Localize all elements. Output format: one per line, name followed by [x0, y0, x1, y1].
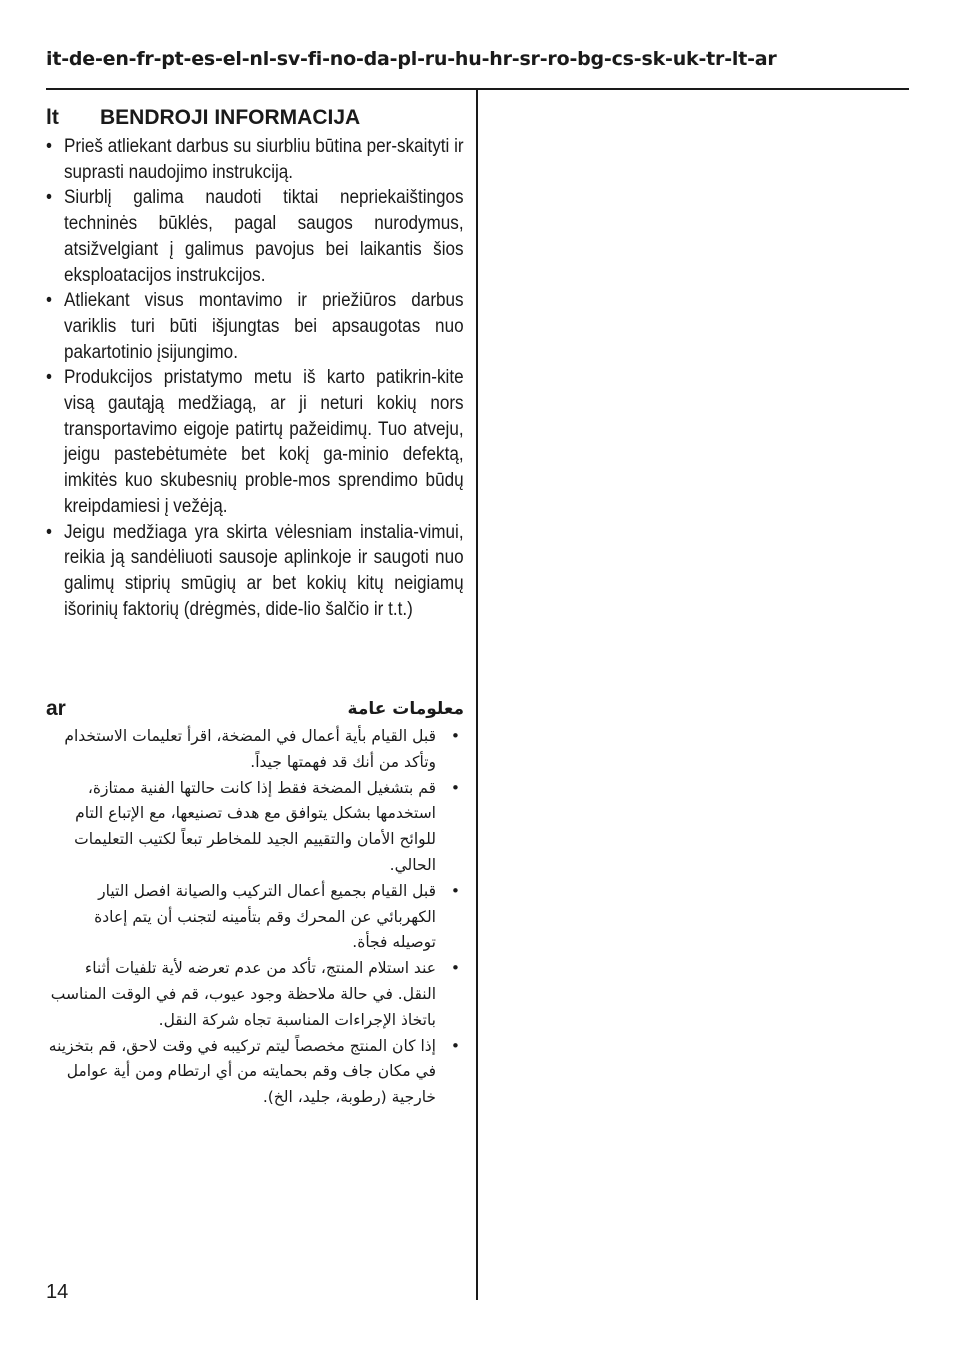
- language-list-header: it-de-en-fr-pt-es-el-nl-sv-fi-no-da-pl-ru-hu-hr-sr-ro-bg-cs-sk-uk-tr-lt-ar: [46, 48, 777, 70]
- list-item: • Prieš atliekant darbus su siurbliu būtina per-skaityti ir suprasti naudojimo instrukciją.: [46, 134, 464, 185]
- lithuanian-heading: [46, 104, 464, 132]
- lithuanian-section: [46, 104, 464, 622]
- list-item: • Produkcijos pristatymo metu iš karto patikrin-kite visą gautąją medžiagą, ar ji neturi kokių nors transportavimo eigoje patirtų pažeidimų. Tuo atveju, jeigu pastebėtumėte bet kokį ga-minio defektą, imkitės kuo skubesnių proble-mos sprendimo būdų kreipdamiesi į vežėją.: [46, 365, 464, 519]
- list-item: • عند استلام المنتج، تأكد من عدم تعرضه لأية تلفيات أثناء النقل. في حالة ملاحظة وجود عيوب، قم في الوقت المناسب باتخاذ الإجراءات المناسبة تجاه شركة النقل.: [46, 956, 464, 1033]
- arabic-instruction-list: [46, 724, 464, 1111]
- arabic-section: [46, 696, 464, 1111]
- list-item: • Siurblį galima naudoti tiktai nepriekaištingos techninės būklės, pagal saugos nurodymus, atsižvelgiant į galimus pavojus bei laikantis šios eksploatacijos instrukcijos.: [46, 185, 464, 288]
- language-code-ar: ar: [46, 697, 66, 720]
- arabic-title: معلومات عامة: [347, 699, 464, 719]
- list-item: • Jeigu medžiaga yra skirta vėlesniam instalia-vimui, reikia ją sandėliuoti sausoje aplinkoje ir saugoti nuo galimų stiprių smūgių ar bet kokių kitų neigiamų išorinių faktorių (drėgmės, dide-lio šalčio ir t.t.): [46, 520, 464, 623]
- list-item: • Atliekant visus montavimo ir priežiūros darbus variklis turi būti išjungtas bei apsaugotas nuo pakartotinio įsijungimo.: [46, 288, 464, 365]
- lithuanian-title: BENDROJI INFORMACIJA: [100, 106, 361, 129]
- list-item: • إذا كان المنتج مخصصاً ليتم تركيبه في وقت لاحق، قم بتخزينه في مكان جاف وقم بحمايته من أي ارتطام ومن أية عوامل خارجية (رطوبة، جليد، الخ).: [46, 1034, 464, 1111]
- list-item: • قم بتشغيل المضخة فقط إذا كانت حالتها الفنية ممتازة، استخدمها بشكل يتوافق مع هدف تصنيعها، مع الإتباع التام للوائح الأمان والتقييم الجيد للمخاطر تبعاً لكتيب التعليمات الحالي.: [46, 776, 464, 879]
- column-divider: [476, 90, 478, 1300]
- page-number: 14: [46, 1281, 69, 1303]
- language-code-lt: lt: [46, 106, 59, 129]
- lithuanian-instruction-list: [46, 134, 464, 622]
- list-item: • قبل القيام بجميع أعمال التركيب والصيانة افصل التيار الكهربائي عن المحرك وقم بتأمينه لتجنب أن يتم إعادة توصيله فجأة.: [46, 879, 464, 956]
- list-item: • قبل القيام بأية أعمال في المضخة، اقرأ تعليمات الاستخدام وتأكد من أنك قد فهمتها جيداً.: [46, 724, 464, 776]
